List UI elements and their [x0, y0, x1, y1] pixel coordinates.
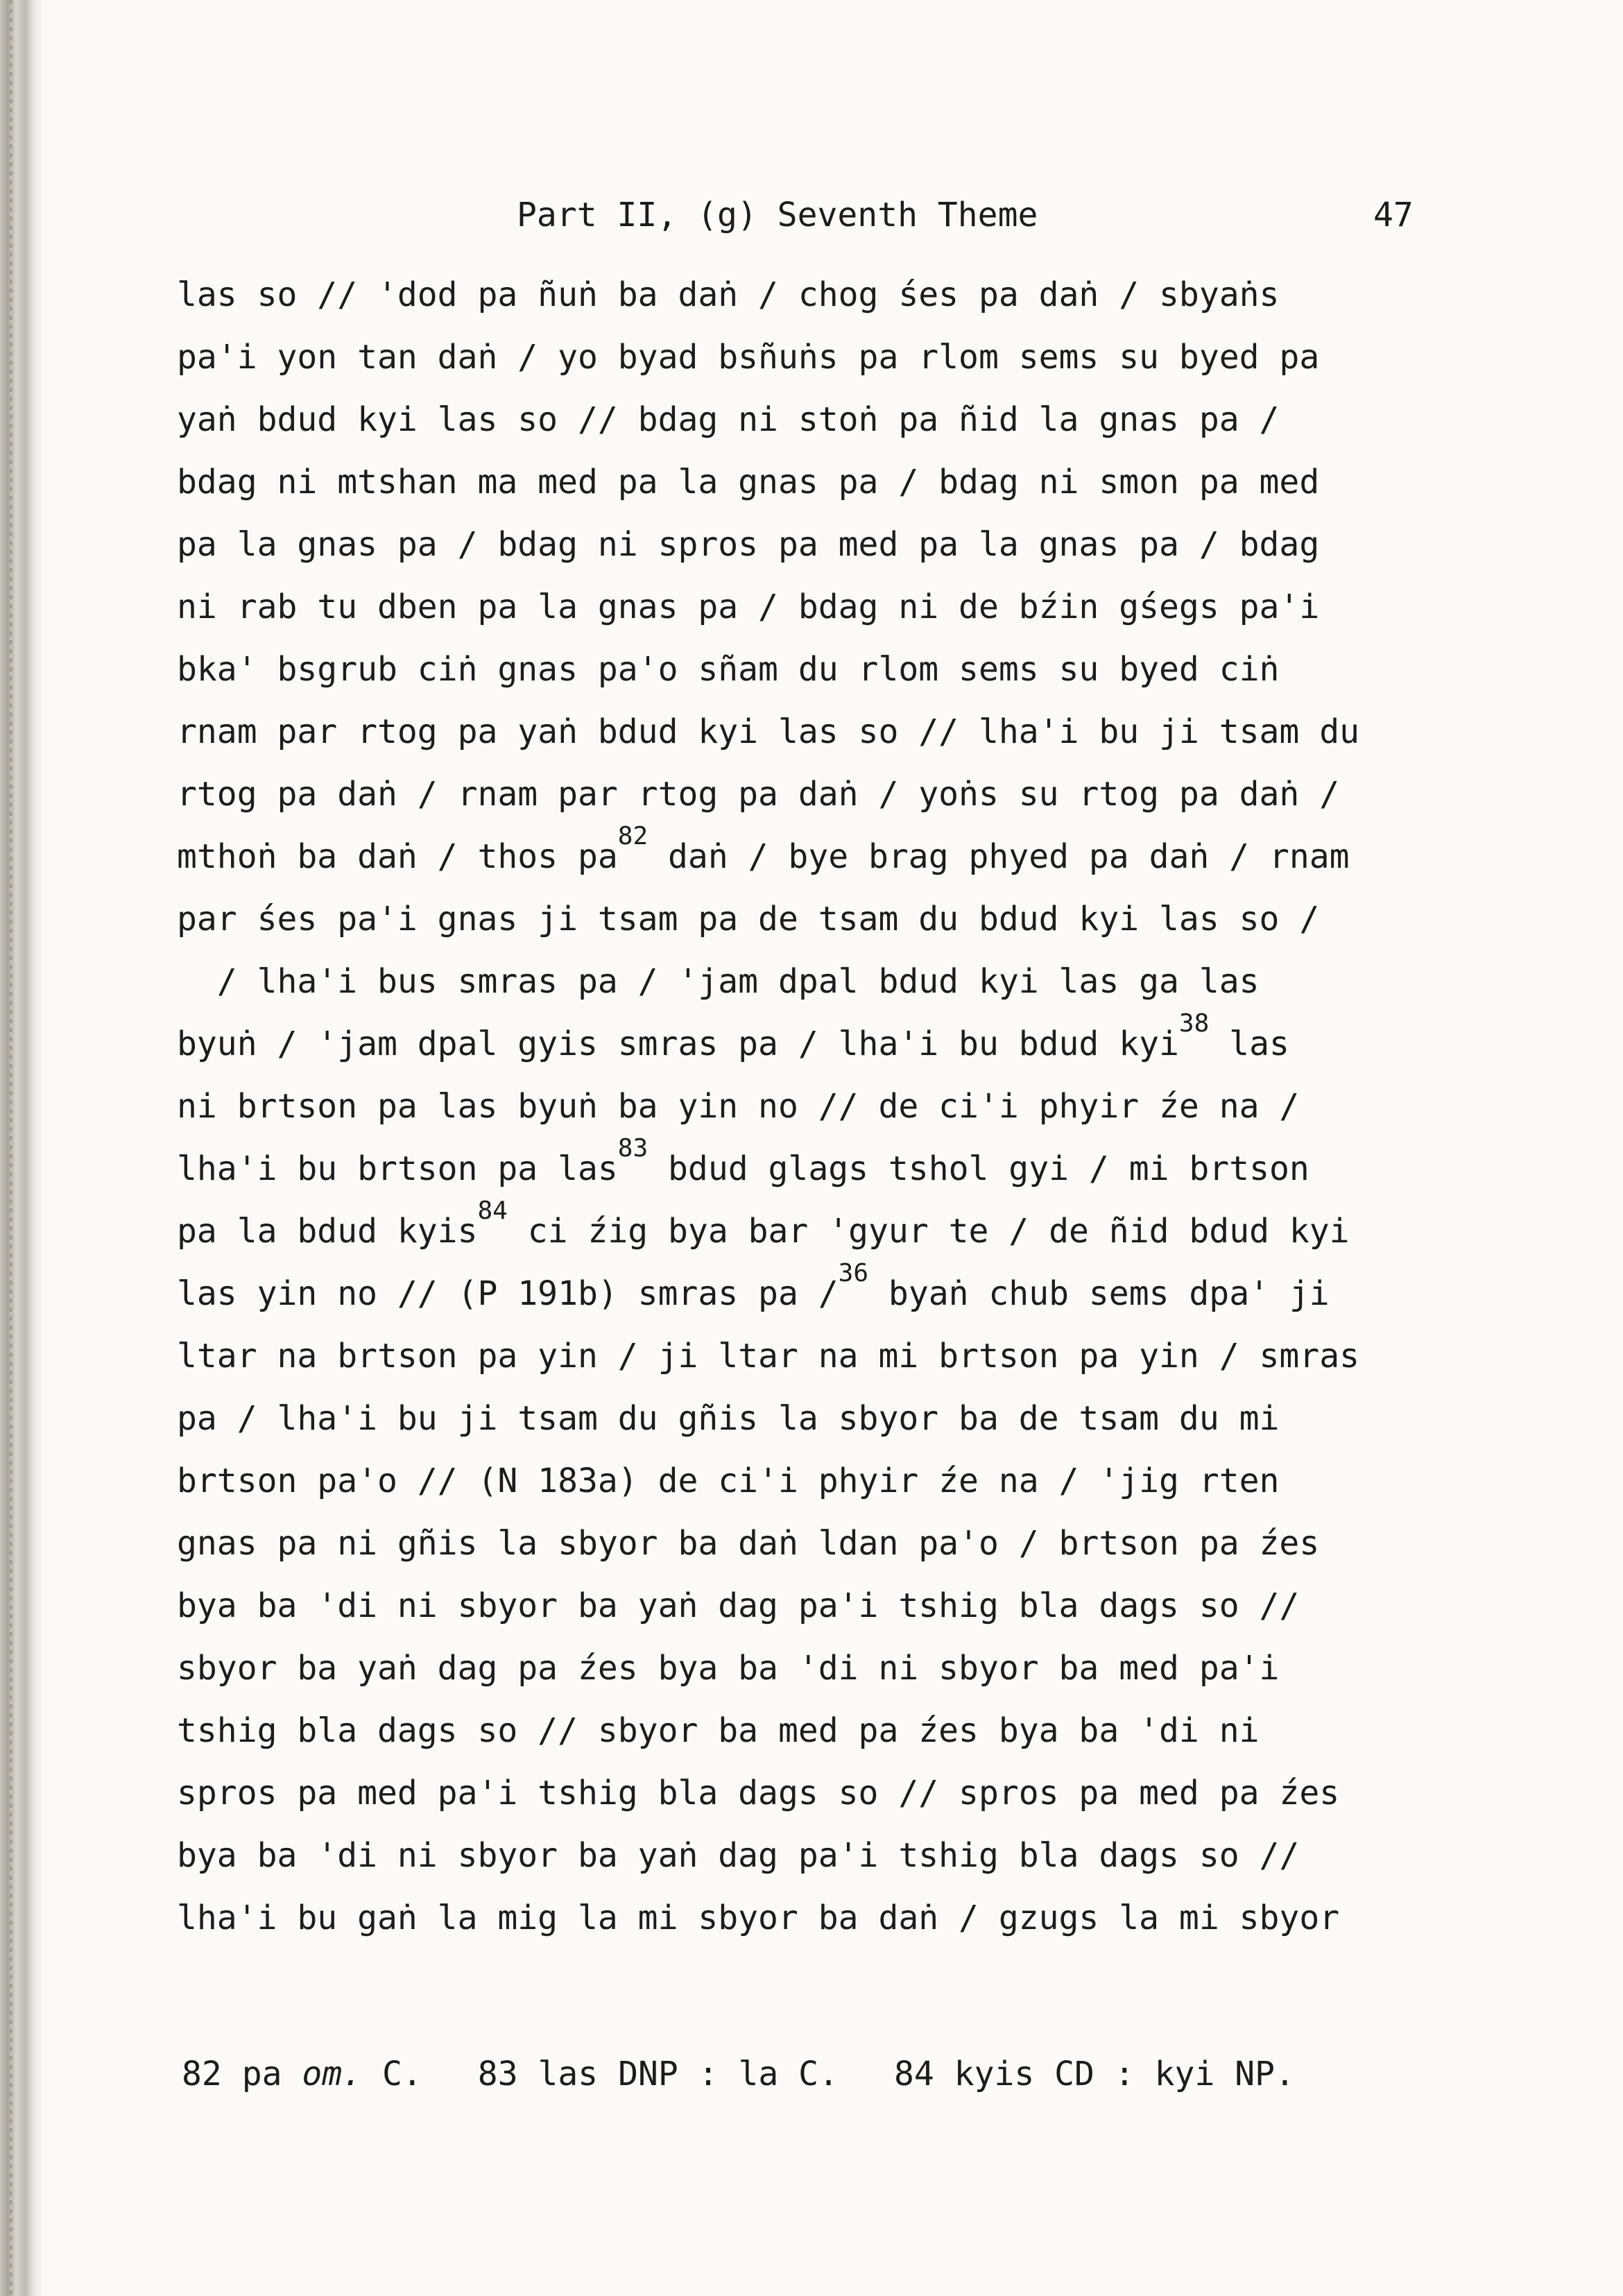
text-line: [177, 1575, 1495, 1637]
footnotes: [182, 2046, 1500, 2102]
text-line: [177, 1009, 1495, 1075]
scan-binding-edge: [0, 0, 43, 2296]
footnote: [182, 2055, 422, 2093]
text-segment: byuṅ / 'jam dpal gyis smras pa / lha'i bu bdud kyi: [177, 1025, 1179, 1063]
text-segment: daṅ / bye brag phyed pa daṅ / rnam: [648, 837, 1350, 876]
text-segment: par śes pa'i gnas ji tsam pa de tsam du bdud kyi las so /: [177, 900, 1320, 939]
text-line: [177, 1512, 1495, 1575]
text-segment: rtog pa daṅ / rnam par rtog pa daṅ / yoṅs su rtog pa daṅ /: [177, 775, 1340, 814]
text-segment: ltar na brtson pa yin / ji ltar na mi brtson pa yin / smras: [177, 1337, 1360, 1376]
page-header: [0, 191, 1623, 239]
text-line: [177, 1762, 1495, 1824]
text-segment: lha'i bu brtson pa las: [177, 1149, 618, 1188]
body-text: [177, 264, 1495, 1949]
text-line: [177, 326, 1495, 388]
text-line: [177, 701, 1495, 763]
text-segment: 82 pa: [182, 2055, 302, 2093]
text-segment: spros pa med pa'i tshig bla dags so // spros pa med pa źes: [177, 1774, 1340, 1813]
text-line: [177, 821, 1495, 888]
footnote-marker: 36: [838, 1258, 869, 1287]
text-segment: gnas pa ni gñis la sbyor ba daṅ ldan pa'o / brtson pa źes: [177, 1524, 1320, 1563]
text-segment: byaṅ chub sems dpa' ji: [868, 1274, 1330, 1313]
text-line: [177, 513, 1495, 576]
text-segment: C.: [362, 2055, 422, 2093]
text-segment: yaṅ bdud kyi las so // bdag ni stoṅ pa ñid la gnas pa /: [177, 400, 1280, 439]
running-head: Part II, (g) Seventh Theme: [517, 196, 1038, 234]
text-segment: las: [1209, 1025, 1289, 1063]
text-segment: sbyor ba yaṅ dag pa źes bya ba 'di ni sbyor ba med pa'i: [177, 1649, 1280, 1688]
footnote-marker: 84: [477, 1196, 508, 1225]
text-segment: las yin no // (P 191b) smras pa /: [177, 1274, 839, 1313]
text-segment: bdud glags tshol gyi / mi brtson: [648, 1149, 1309, 1188]
footnote-marker: 83: [617, 1133, 649, 1163]
text-line: [177, 638, 1495, 701]
text-segment: pa la gnas pa / bdag ni spros pa med pa la gnas pa / bdag: [177, 525, 1320, 564]
text-line: [177, 1133, 1495, 1200]
footnote: [894, 2055, 1295, 2093]
text-segment: 84 kyis CD : kyi NP.: [893, 2055, 1295, 2093]
text-line: [177, 388, 1495, 451]
text-line: [177, 1887, 1495, 1949]
text-line: [177, 1699, 1495, 1762]
text-segment: tshig bla dags so // sbyor ba med pa źes bya ba 'di ni: [177, 1711, 1260, 1750]
text-segment: bya ba 'di ni sbyor ba yaṅ dag pa'i tshig bla dags so //: [177, 1586, 1300, 1625]
text-segment: bdag ni mtshan ma med pa la gnas pa / bdag ni smon pa med: [177, 463, 1320, 502]
page-number: 47: [1373, 196, 1414, 234]
text-line: [177, 451, 1495, 513]
text-line: [177, 1450, 1495, 1512]
text-segment: rnam par rtog pa yaṅ bdud kyi las so // lha'i bu ji tsam du: [177, 712, 1360, 751]
text-segment: pa la bdud kyis: [177, 1212, 478, 1251]
text-line: [177, 264, 1495, 326]
text-segment: ni brtson pa las byuṅ ba yin no // de ci'i phyir źe na /: [177, 1087, 1300, 1126]
text-line: [177, 950, 1495, 1013]
text-line: [177, 1258, 1495, 1325]
text-segment: pa'i yon tan daṅ / yo byad bsñuṅs pa rlom sems su byed pa: [177, 338, 1320, 377]
text-segment: mthoṅ ba daṅ / thos pa: [177, 837, 618, 876]
text-segment: bya ba 'di ni sbyor ba yaṅ dag pa'i tshig bla dags so //: [177, 1836, 1300, 1875]
text-line: [177, 1075, 1495, 1138]
text-segment: ni rab tu dben pa la gnas pa / bdag ni de bźin gśegs pa'i: [177, 588, 1320, 626]
footnote-marker: 38: [1178, 1009, 1210, 1038]
italic-abbreviation: om.: [302, 2055, 363, 2093]
text-segment: 83 las DNP : la C.: [477, 2055, 839, 2093]
text-line: [177, 763, 1495, 825]
footnote-marker: 82: [617, 821, 649, 850]
text-line: [177, 576, 1495, 638]
text-line: [177, 1637, 1495, 1699]
text-line: [177, 1824, 1495, 1887]
text-line: [177, 888, 1495, 950]
text-segment: las so // 'dod pa ñuṅ ba daṅ / chog śes pa daṅ / sbyaṅs: [177, 275, 1280, 314]
text-segment: / lha'i bus smras pa / 'jam dpal bdud kyi las ga las: [177, 962, 1260, 1001]
text-segment: pa / lha'i bu ji tsam du gñis la sbyor ba de tsam du mi: [177, 1399, 1280, 1438]
text-segment: ci źig bya bar 'gyur te / de ñid bdud kyi: [507, 1212, 1350, 1251]
footnote: [478, 2055, 839, 2093]
text-line: [177, 1196, 1495, 1262]
text-segment: bka' bsgrub ciṅ gnas pa'o sñam du rlom sems su byed ciṅ: [177, 650, 1280, 689]
text-line: [177, 1387, 1495, 1450]
text-line: [177, 1325, 1495, 1387]
text-segment: brtson pa'o // (N 183a) de ci'i phyir źe na / 'jig rten: [177, 1462, 1280, 1500]
text-segment: lha'i bu gaṅ la mig la mi sbyor ba daṅ / gzugs la mi sbyor: [177, 1899, 1340, 1937]
